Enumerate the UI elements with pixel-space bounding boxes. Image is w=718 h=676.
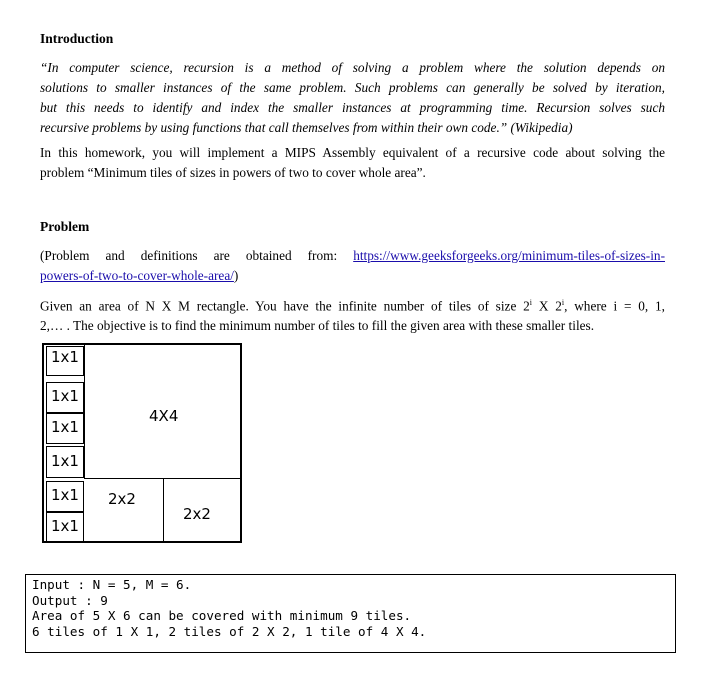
example-line: Input : N = 5, M = 6. bbox=[32, 577, 192, 592]
example-line: Output : 9 bbox=[32, 592, 108, 608]
intro-heading: Introduction bbox=[40, 31, 114, 46]
tile-4x4-label: 4X4 bbox=[149, 407, 179, 425]
example-line: Area of 5 X 6 can be covered with minimum 9 tiles. bbox=[32, 608, 412, 623]
intro-quote bbox=[40, 58, 665, 138]
problem-description bbox=[40, 293, 665, 336]
description-line: 2,… . The objective is to find the minimum number of tiles to fill the given area with these smaller tiles. bbox=[40, 318, 595, 334]
source-prefix: (Problem and definitions are obtained from: bbox=[40, 248, 354, 263]
source-link-continued[interactable]: powers-of-two-to-cover-whole-area/ bbox=[40, 268, 234, 283]
example-line: 6 tiles of 1 X 1, 2 tiles of 2 X 2, 1 tile of 4 X 4. bbox=[32, 623, 427, 639]
exponent: i bbox=[529, 298, 533, 307]
tile-1x1: 1x1 bbox=[46, 481, 84, 512]
exponent: i bbox=[561, 298, 565, 307]
description-text: Given an area of N X M rectangle. You have the infinite number of tiles of size 2 bbox=[40, 298, 530, 314]
quote-line: recursive problems by using functions that call themselves from within their own code.” (Wikipedia) bbox=[40, 120, 573, 135]
tile-1x1: 1x1 bbox=[46, 512, 84, 543]
intro-paragraph bbox=[40, 143, 665, 183]
description-text: , where i = 0, 1, bbox=[564, 298, 665, 314]
tile-1x1: 1x1 bbox=[46, 346, 84, 376]
divider-line bbox=[163, 478, 164, 541]
description-line bbox=[40, 293, 665, 316]
source-line bbox=[40, 266, 665, 286]
tile-1x1: 1x1 bbox=[46, 446, 84, 478]
divider-line bbox=[84, 345, 85, 478]
paragraph-line: problem “Minimum tiles of sizes in powers of two to cover whole area”. bbox=[40, 165, 426, 180]
tiling-figure bbox=[42, 343, 242, 543]
source-line bbox=[40, 246, 665, 266]
problem-source bbox=[40, 246, 665, 286]
source-link[interactable]: https://www.geeksforgeeks.org/minimum-tiles-of-sizes-in- bbox=[353, 248, 665, 263]
source-suffix: ) bbox=[233, 268, 239, 283]
quote-line: “In computer science, recursion is a method of solving a problem where the solution depends on bbox=[40, 60, 665, 75]
example-box bbox=[25, 574, 676, 653]
tile-2x2-label: 2x2 bbox=[108, 490, 136, 508]
problem-heading: Problem bbox=[40, 219, 90, 234]
divider-line bbox=[84, 478, 240, 479]
paragraph-line: In this homework, you will implement a MIPS Assembly equivalent of a recursive code about solving the bbox=[40, 145, 665, 160]
quote-line: but this needs to identify and index the smaller instances at programming time. Recursion solves such bbox=[40, 100, 665, 115]
quote-line: solutions to smaller instances of the same problem. Such problems can generally be solved by iteration, bbox=[40, 80, 665, 95]
description-text: X 2 bbox=[532, 298, 562, 314]
tile-1x1: 1x1 bbox=[46, 413, 84, 444]
tile-2x2-label: 2x2 bbox=[183, 505, 211, 523]
tile-1x1: 1x1 bbox=[46, 382, 84, 413]
